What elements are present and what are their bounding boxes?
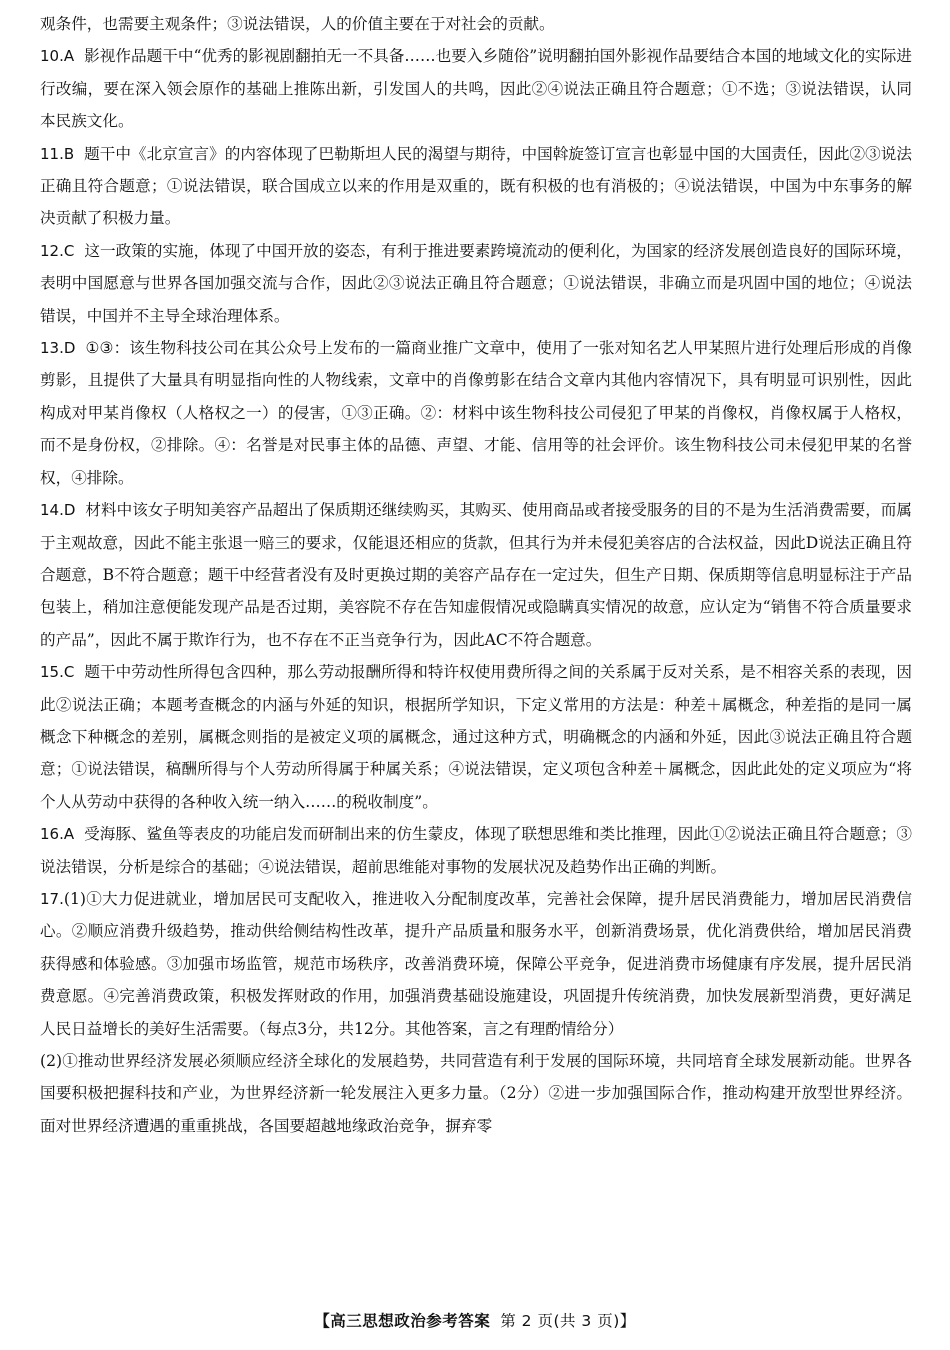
- answer-item-10: [40, 40, 912, 137]
- item-explanation: 材料中该女子明知美容产品超出了保质期还继续购买，其购买、使用商品或者接受服务的目的不是为生活消费需要，而属于主观故意，因此不能主张退一赔三的要求，仅能退还相应的货款，但其行为并未侵犯美容店的合法权益，因此D说法正确且符合题意，B不符合题意；题干中经营者没有及时更换过期的美容产品存在一定过失，但生产日期、保质期等信息明显标注于产品包装上，稍加注意便能发现产品是否过期，美容院不存在告知虚假情况或隐瞒真实情况的故意，应认定为“销售不符合质量要求的产品”，因此不属于欺诈行为，也不存在不正当竞争行为，因此AC不符合题意。: [40, 501, 912, 649]
- item-explanation: 题干中《北京宣言》的内容体现了巴勒斯坦人民的渴望与期待，中国斡旋签订宣言也彰显中国的大国责任，因此②③说法正确且符合题意；①说法错误，联合国成立以来的作用是双重的，既有积极的也有消极的；④说法错误，中国为中东事务的解决贡献了积极力量。: [40, 144, 912, 228]
- item-explanation: 这一政策的实施，体现了中国开放的姿态，有利于推进要素跨境流动的便利化，为国家的经济发展创造良好的国际环境，表明中国愿意与世界各国加强交流与合作，因此②③说法正确且符合题意；①说法错误，非确立而是巩固中国的地位；④说法错误，中国并不主导全球治理体系。: [40, 241, 912, 325]
- item-number: 12.: [40, 241, 64, 260]
- item-number: 14.: [40, 501, 64, 520]
- item-answer: D: [63, 339, 76, 358]
- answer-item-11: [40, 138, 912, 235]
- footer-page-number: 第 2 页(共 3 页)】: [500, 1312, 636, 1330]
- answer-item-17-part-2: (2)①推动世界经济发展必须顺应经济全球化的发展趋势，共同营造有利于发展的国际环境，共同培育全球发展新动能。世界各国要积极把握科技和产业，为世界经济新一轮发展注入更多力量。（2分）②进一步加强国际合作，推动构建开放型世界经济。面对世界经济遭遇的重重挑战，各国要超越地缘政治竞争，摒弃零: [40, 1052, 912, 1135]
- item-explanation: 影视作品题干中“优秀的影视剧翻拍无一不具备……也要入乡随俗”说明翻拍国外影视作品要结合本国的地域文化的实际进行改编，要在深入领会原作的基础上推陈出新，引发国人的共鸣，因此②④说法正确且符合题意；①不选；③说法错误，认同本民族文化。: [40, 47, 912, 131]
- item-explanation: 受海豚、鲨鱼等表皮的功能启发而研制出来的仿生蒙皮，体现了联想思维和类比推理，因此①②说法正确且符合题意；③说法错误，分析是综合的基础；④说法错误，超前思维能对事物的发展状况及趋势作出正确的判断。: [40, 825, 912, 876]
- answer-item-17: [40, 883, 912, 1045]
- page-footer: [0, 1309, 950, 1331]
- footer-title: 【高三思想政治参考答案: [314, 1312, 491, 1330]
- item-answer: C: [63, 663, 75, 682]
- answer-item-14: [40, 494, 912, 656]
- intro-line: 观条件，也需要主观条件；③说法错误，人的价值主要在于对社会的贡献。: [40, 15, 555, 33]
- item-answer: C: [63, 241, 75, 260]
- item-number: 16.: [40, 825, 64, 844]
- item-answer: A: [63, 825, 75, 844]
- item-explanation: 题干中劳动性所得包含四种，那么劳动报酬所得和特许权使用费所得之间的关系属于反对关系，是不相容关系的表现，因此②说法正确；本题考查概念的内涵与外延的知识，根据所学知识，下定义常用的方法是：种差＋属概念，种差指的是同一属概念下种概念的差别，属概念则指的是被定义项的属概念，通过这种方式，明确概念的内涵和外延，因此③说法正确且符合题意；①说法错误，稿酬所得与个人劳动所得属于种属关系；④说法错误，定义项包含种差＋属概念，因此此处的定义项应为“将个人从劳动中获得的各种收入统一纳入……的税收制度”。: [40, 663, 912, 811]
- item-answer: B: [63, 144, 75, 163]
- answer-item-13: [40, 332, 912, 494]
- item-number: 15.: [40, 663, 64, 682]
- answer-item-15: [40, 656, 912, 818]
- item-explanation: ①③：该生物科技公司在其公众号上发布的一篇商业推广文章中，使用了一张对知名艺人甲某照片进行处理后形成的肖像剪影，且提供了大量具有明显指向性的人物线索，文章中的肖像剪影在结合文章内其他内容情况下，具有明显可识别性，因此构成对甲某肖像权（人格权之一）的侵害，①③正确。②：材料中该生物科技公司侵犯了甲某的肖像权，肖像权属于人格权，而不是身份权，②排除。④：名誉是对民事主体的品德、声望、才能、信用等的社会评价。该生物科技公司未侵犯甲某的名誉权，④排除。: [40, 339, 912, 487]
- item-number: 11.: [40, 144, 64, 163]
- item-answer: D: [63, 501, 76, 520]
- answer-item-12: [40, 235, 912, 332]
- item-explanation: (1)①大力促进就业，增加居民可支配收入，推进收入分配制度改革，完善社会保障，提升居民消费能力，增加居民消费信心。②顺应消费升级趋势，推动供给侧结构性改革，提升产品质量和服务水平，创新消费场景，优化消费供给，增加居民消费获得感和体验感。③加强市场监管，规范市场秩序，改善消费环境，保障公平竞争，促进消费市场健康有序发展，提升居民消费意愿。④完善消费政策，积极发挥财政的作用，加强消费基础设施建设，巩固提升传统消费，加快发展新型消费，更好满足人民日益增长的美好生活需要。（每点3分，共12分。其他答案，言之有理酌情给分）: [40, 889, 912, 1038]
- item-answer: A: [63, 47, 75, 66]
- answer-item-16: [40, 818, 912, 883]
- item-number: 13.: [40, 339, 64, 358]
- answer-document: [40, 8, 912, 1142]
- item-number: 17.: [40, 889, 64, 908]
- item-number: 10.: [40, 47, 64, 66]
